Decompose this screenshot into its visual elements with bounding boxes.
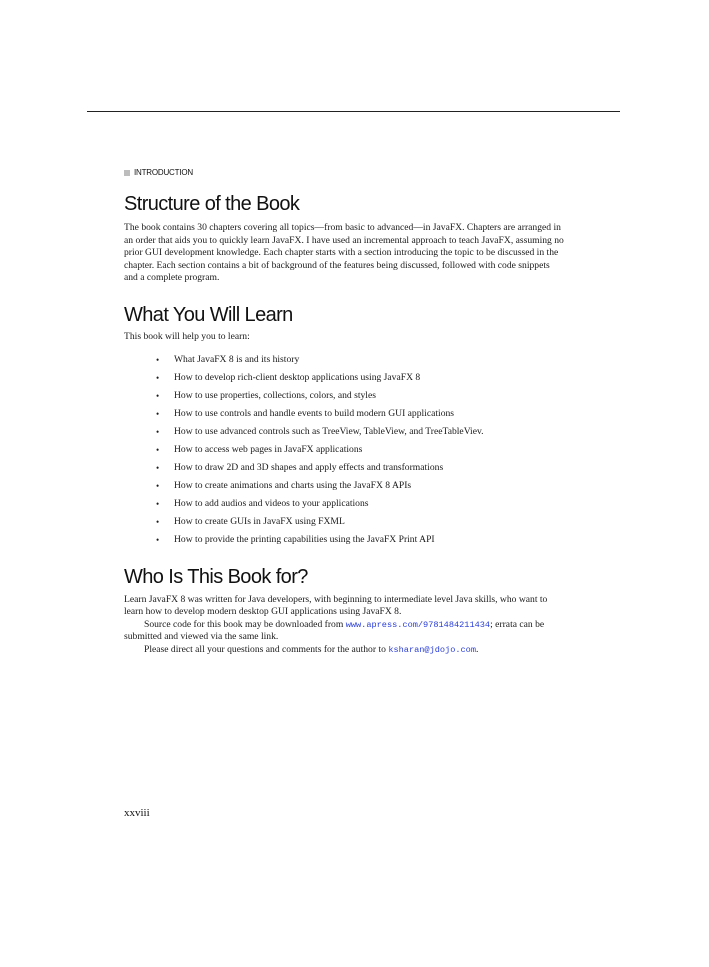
section-marker-icon	[124, 170, 130, 176]
errata-text: ; errata can be submitted and viewed via the same link.	[124, 618, 545, 643]
running-head	[124, 168, 193, 177]
bullet-icon: •	[156, 390, 160, 401]
bullet-icon: •	[156, 408, 160, 419]
bullet-icon: •	[156, 480, 160, 491]
learn-list-item-text: How to provide the printing capabilities using the JavaFX Print API	[174, 533, 435, 545]
bullet-icon: •	[156, 372, 160, 383]
learn-list-item	[124, 405, 564, 423]
learn-list-item-text: How to create GUIs in JavaFX using FXML	[174, 515, 345, 527]
bullet-icon: •	[156, 534, 160, 545]
paragraph-source-code	[124, 619, 564, 644]
learn-list-item-text: How to add audios and videos to your applications	[174, 497, 369, 509]
learn-list-item	[124, 459, 564, 477]
bullet-icon: •	[156, 462, 160, 473]
bullet-icon: •	[156, 354, 160, 365]
source-code-text: Source code for this book may be downloaded from	[144, 618, 346, 630]
heading-structure: Structure of the Book	[124, 193, 300, 215]
learn-list	[124, 351, 564, 549]
bullet-icon: •	[156, 516, 160, 527]
learn-list-item	[124, 369, 564, 387]
learn-list-item-text: How to access web pages in JavaFX applications	[174, 443, 363, 455]
source-code-link[interactable]: www.apress.com/9781484211434	[345, 619, 491, 630]
learn-list-item-text: How to use properties, collections, colors, and styles	[174, 389, 376, 401]
learn-list-item-text: How to develop rich-client desktop applications using JavaFX 8	[174, 371, 421, 383]
paragraph-learn-intro: This book will help you to learn:	[124, 330, 250, 342]
author-email-link[interactable]: ksharan@jdojo.com	[388, 644, 476, 655]
page-content	[124, 190, 564, 657]
learn-list-item-text: What JavaFX 8 is and its history	[174, 353, 300, 365]
learn-list-item	[124, 495, 564, 513]
learn-list-item-text: How to create animations and charts using the JavaFX 8 APIs	[174, 479, 412, 491]
header-rule	[87, 111, 620, 112]
heading-what-you-will-learn: What You Will Learn	[124, 303, 293, 326]
learn-list-item-text: How to draw 2D and 3D shapes and apply effects and transformations	[174, 461, 444, 473]
learn-list-item	[124, 531, 564, 549]
bullet-icon: •	[156, 444, 160, 455]
learn-list-item	[124, 351, 564, 369]
learn-list-item	[124, 477, 564, 495]
bullet-icon: •	[156, 426, 160, 437]
learn-list-item	[124, 513, 564, 531]
paragraph-contact	[124, 644, 564, 657]
learn-list-item	[124, 387, 564, 405]
learn-list-item-text: How to use controls and handle events to build modern GUI applications	[174, 407, 455, 419]
bullet-icon: •	[156, 498, 160, 509]
paragraph-audience: Learn JavaFX 8 was written for Java developers, with beginning to intermediate level Java skills, who want to learn how to develop modern desktop GUI applications using JavaFX 8.	[124, 593, 548, 618]
page-number: xxviii	[124, 807, 150, 819]
paragraph-structure: The book contains 30 chapters covering all topics—from basic to advanced—in JavaFX. Chapters are arranged in an order that aids you to quickly learn JavaFX. I have used an incremental approach to teach JavaFX, assuming no prior GUI development knowledge. Each chapter starts with a section introducing the topic to be discussed in the chapter. Each section contains a bit of background of the features being discussed, followed with code snippets and a complete program.	[124, 222, 564, 284]
running-head-label: INTRODUCTION	[134, 168, 193, 177]
heading-who-is-this-for: Who Is This Book for?	[124, 565, 308, 588]
learn-list-item	[124, 423, 564, 441]
learn-list-item-text: How to use advanced controls such as TreeView, TableView, and TreeTableViev.	[174, 425, 484, 437]
learn-list-item	[124, 441, 564, 459]
contact-text: Please direct all your questions and comments for the author to	[144, 643, 389, 655]
contact-period: .	[476, 643, 479, 655]
